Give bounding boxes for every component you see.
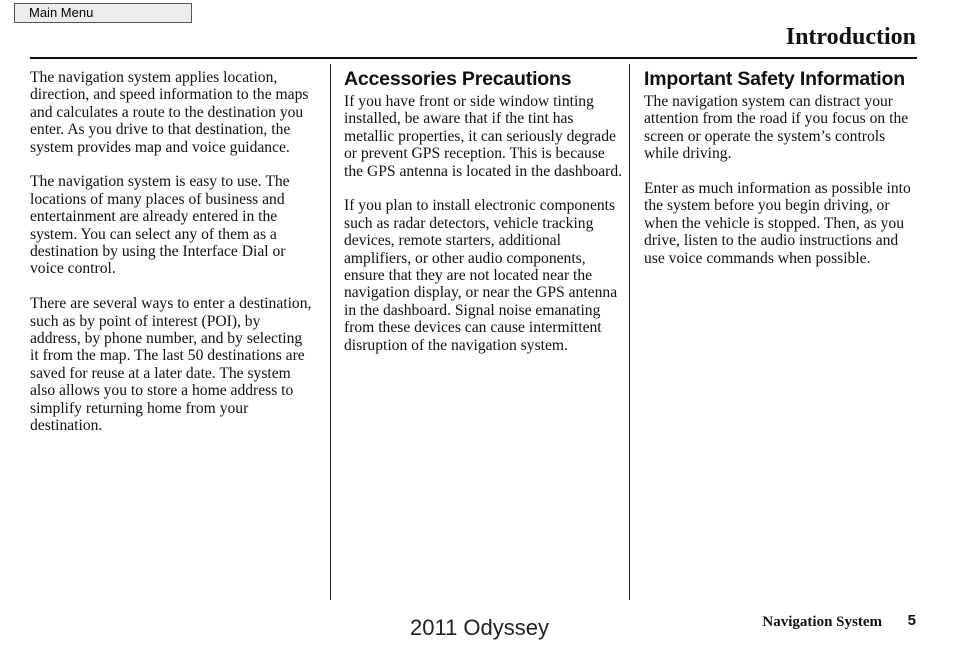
intro-paragraph-2: The navigation system is easy to use. The locations of many places of business and entertainment are already entered in the system. You can select any of them as a destination by using the Interface Dial or voice control. [30, 173, 290, 278]
column-divider-2 [629, 64, 630, 600]
intro-paragraph-3: There are several ways to enter a destination, such as by point of interest (POI), by address, by phone number, and by selecting it from the map. The last 50 destinations are saved for reuse at a later date. The system also allows you to store a home address to simplify returning home from your destination. [30, 295, 312, 435]
column-safety [644, 67, 920, 284]
safety-paragraph-2: Enter as much information as possible into the system before you begin driving, or when the vehicle is stopped. Then, as you drive, listen to the audio instructions and use voice commands when possible. [644, 180, 911, 267]
footer-section-label: Navigation System [762, 614, 882, 630]
column-intro [30, 69, 312, 452]
intro-paragraph-1: The navigation system applies location, direction, and speed information to the maps and calculates a route to the destination you enter. As you drive to that destination, the system provides map and voice guidance. [30, 69, 309, 156]
accessories-paragraph-1: If you have front or side window tinting installed, be aware that if the tint has metallic properties, it can seriously degrade or prevent GPS reception. This is because the GPS antenna is located in the dashboard. [344, 93, 623, 180]
column-accessories [344, 67, 626, 371]
page-number: 5 [907, 612, 916, 629]
safety-paragraph-1: The navigation system can distract your attention from the road if you focus on the screen or operate the system’s controls while driving. [644, 93, 909, 163]
accessories-heading: Accessories Precautions [344, 68, 572, 90]
title-divider [30, 57, 917, 59]
page-title: Introduction [785, 24, 916, 50]
safety-heading: Important Safety Information [644, 68, 905, 90]
main-menu-button[interactable]: Main Menu [14, 3, 192, 23]
accessories-paragraph-2: If you plan to install electronic components such as radar detectors, vehicle tracking devices, remote starters, additional amplifiers, or other audio components, ensure that they are not located near the navigation display, or near the GPS antenna in the dashboard. Signal noise emanating from these devices can cause intermittent disruption of the navigation system. [344, 197, 618, 354]
column-divider-1 [330, 64, 331, 600]
watermark-text: 2011 Odyssey [410, 615, 550, 640]
